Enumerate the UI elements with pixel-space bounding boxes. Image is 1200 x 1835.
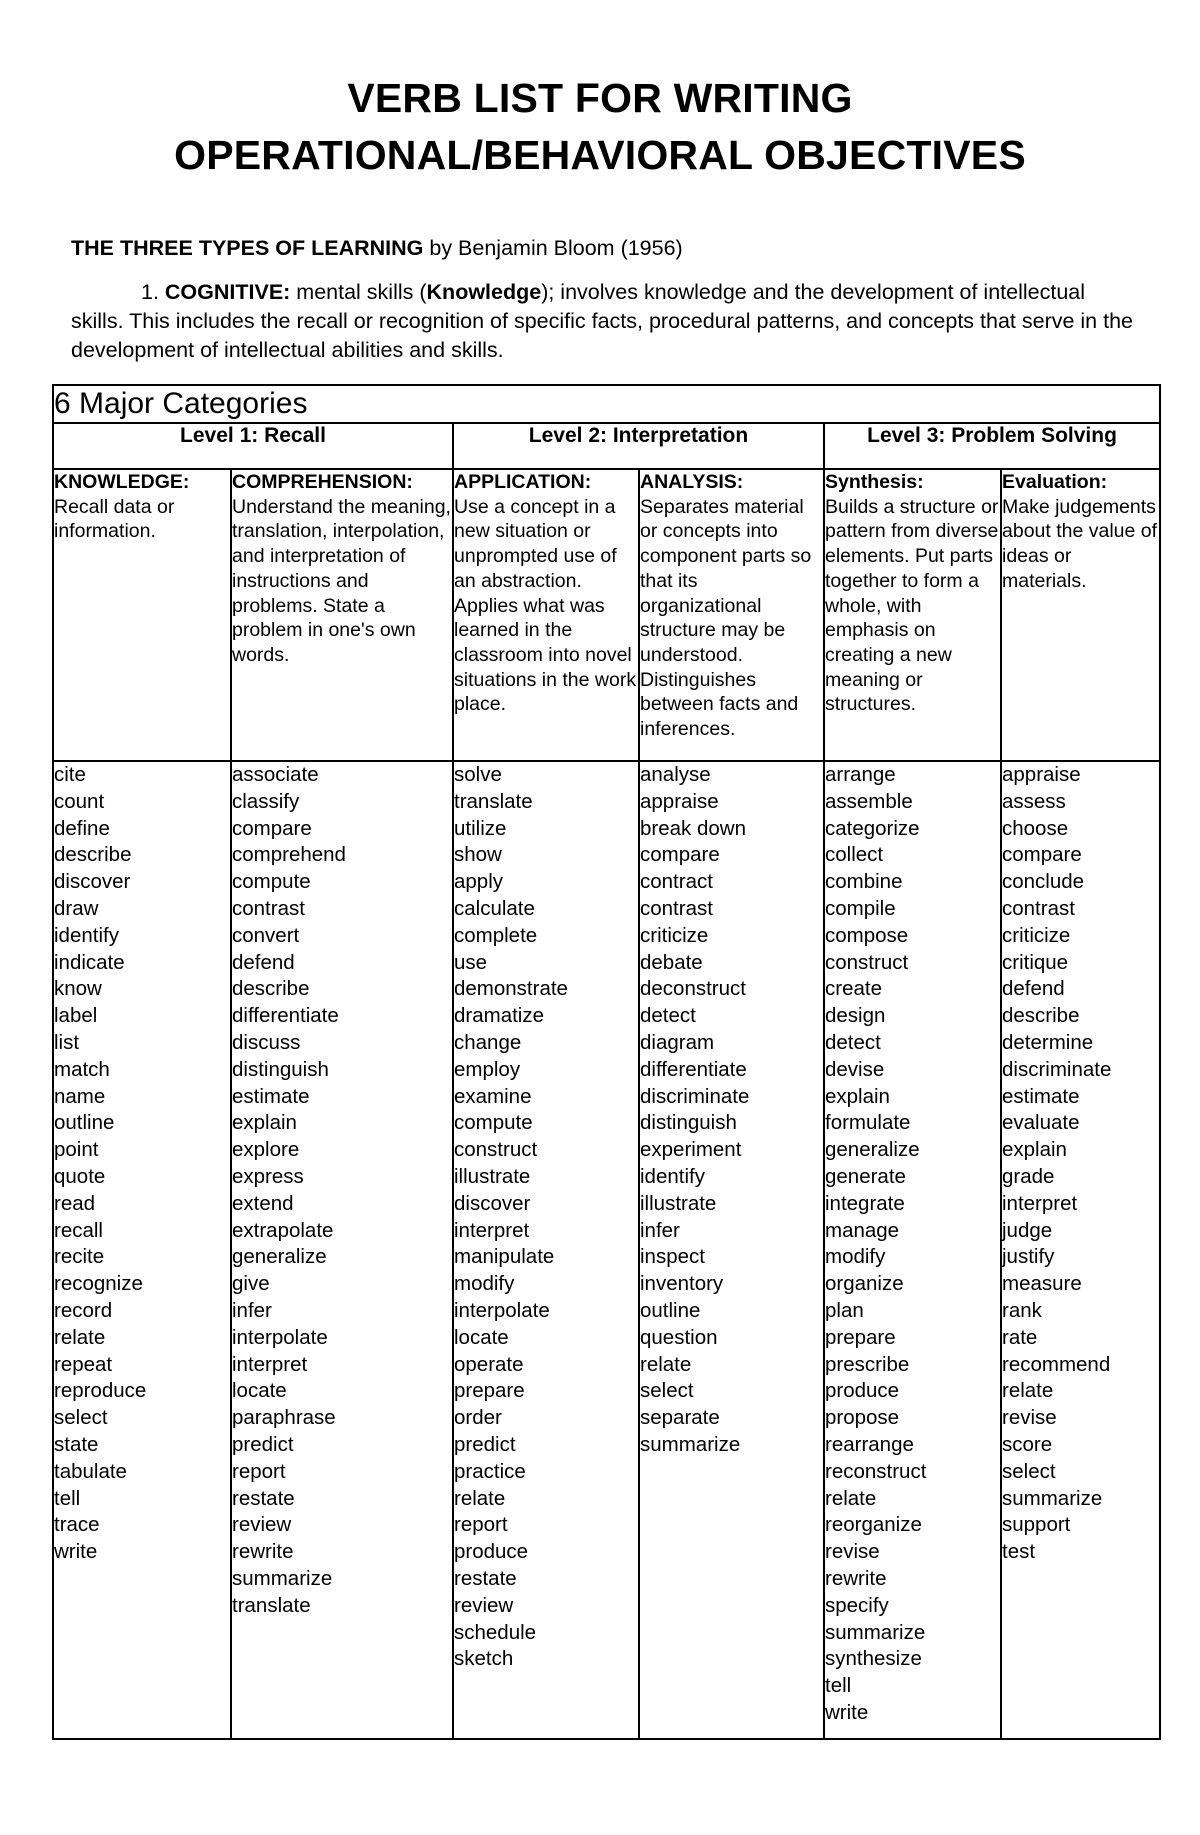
verb-item: conclude	[1002, 870, 1085, 894]
verb-item: identify	[640, 1164, 705, 1188]
category-description-cell	[453, 469, 639, 761]
category-name: ANALYSIS:	[640, 471, 744, 493]
verb-item: modify	[454, 1272, 515, 1296]
verb-item: rank	[1002, 1298, 1042, 1322]
verb-item: revise	[1002, 1406, 1057, 1430]
verb-item: compare	[1002, 843, 1082, 867]
verb-item: relate	[1002, 1379, 1054, 1403]
level-2-header: Level 2: Interpretation	[453, 423, 824, 469]
verb-item: manipulate	[454, 1245, 555, 1269]
verb-list	[825, 762, 1000, 1727]
verb-item: schedule	[454, 1620, 537, 1644]
verb-list	[454, 762, 638, 1673]
verb-item: cite	[54, 763, 86, 786]
verb-item: contract	[640, 870, 713, 894]
verb-item: create	[825, 977, 882, 1001]
verb-item: explain	[1002, 1138, 1067, 1162]
verb-item: classify	[232, 789, 300, 813]
verb-item: defend	[1002, 977, 1065, 1001]
title-line-1: VERB LIST FOR WRITING	[347, 75, 853, 121]
verb-item: read	[54, 1191, 96, 1215]
verb-item: calculate	[454, 896, 535, 920]
verb-item: summarize	[1002, 1486, 1103, 1510]
verb-item: compare	[640, 843, 720, 867]
verb-item: differentiate	[640, 1057, 747, 1081]
verb-item: measure	[1002, 1272, 1082, 1296]
verb-item: inspect	[640, 1245, 705, 1269]
verb-item: assess	[1002, 789, 1066, 813]
verb-item: relate	[825, 1486, 877, 1510]
verb-item: modify	[825, 1245, 886, 1269]
verb-item: predict	[454, 1432, 516, 1456]
category-name: COMPREHENSION:	[232, 471, 413, 493]
category-description: Builds a structure or pattern from diverse elements. Put parts together to form a whole, with emphasis on creating a new meaning or structures.	[825, 495, 999, 716]
verb-item: combine	[825, 870, 903, 894]
verb-item: distinguish	[232, 1057, 329, 1081]
verb-item: point	[54, 1138, 99, 1162]
verb-item: test	[1002, 1540, 1036, 1564]
verb-item: break down	[640, 816, 746, 840]
verb-list	[640, 762, 823, 1459]
cognitive-text-pre: mental skills (	[290, 280, 427, 304]
table-caption-row	[53, 385, 1160, 423]
verb-item: tell	[825, 1674, 852, 1698]
verb-item: recommend	[1002, 1352, 1111, 1376]
verb-item: translate	[454, 789, 533, 813]
category-description-cell	[53, 469, 231, 761]
verb-item: interpret	[232, 1352, 308, 1376]
verb-item: discover	[54, 870, 131, 894]
verb-item: design	[825, 1004, 886, 1028]
verb-item: give	[232, 1272, 270, 1296]
verb-item: support	[1002, 1513, 1071, 1537]
verb-item: infer	[232, 1298, 272, 1322]
verb-item: translate	[232, 1593, 311, 1617]
verb-item: organize	[825, 1272, 904, 1296]
page-title	[0, 70, 1200, 184]
verb-item: compile	[825, 896, 896, 920]
verb-item: formulate	[825, 1111, 911, 1135]
verb-item: indicate	[54, 950, 125, 974]
category-description-cell	[824, 469, 1001, 761]
verb-item: recite	[54, 1245, 105, 1269]
verb-item: generate	[825, 1164, 906, 1188]
verb-item: diagram	[640, 1030, 715, 1054]
verb-item: generalize	[232, 1245, 327, 1269]
verb-item: evaluate	[1002, 1111, 1080, 1135]
category-name: KNOWLEDGE:	[54, 471, 190, 493]
cognitive-label: COGNITIVE:	[164, 280, 291, 304]
verb-item: criticize	[640, 923, 709, 947]
verb-item: generalize	[825, 1138, 920, 1162]
verb-item: differentiate	[232, 1004, 339, 1028]
verb-item: rate	[1002, 1325, 1038, 1349]
verb-item: compute	[454, 1111, 533, 1135]
verb-item: determine	[1002, 1030, 1094, 1054]
verb-item: relate	[454, 1486, 506, 1510]
verb-item: reorganize	[825, 1513, 922, 1537]
verb-item: solve	[454, 763, 502, 786]
verb-item: appraise	[640, 789, 719, 813]
verb-item: justify	[1002, 1245, 1055, 1269]
verb-item: review	[454, 1593, 514, 1617]
verb-item: operate	[454, 1352, 524, 1376]
verb-item: arrange	[825, 763, 896, 786]
level-1-header: Level 1: Recall	[53, 423, 453, 469]
verb-item: demonstrate	[454, 977, 568, 1001]
category-description-cell	[231, 469, 453, 761]
verb-item: experiment	[640, 1138, 742, 1162]
verb-item: state	[54, 1432, 99, 1456]
verb-item: employ	[454, 1057, 521, 1081]
verb-item: draw	[54, 896, 99, 920]
verb-item: show	[454, 843, 502, 867]
verb-item: interpolate	[232, 1325, 328, 1349]
verb-item: relate	[640, 1352, 692, 1376]
verb-item: integrate	[825, 1191, 905, 1215]
verb-item: repeat	[54, 1352, 113, 1376]
verb-item: describe	[54, 843, 132, 867]
verb-item: apply	[454, 870, 504, 894]
verb-item: prescribe	[825, 1352, 910, 1376]
verb-item: grade	[1002, 1164, 1055, 1188]
verb-item: reconstruct	[825, 1459, 927, 1483]
learning-types-title: THE THREE TYPES OF LEARNING	[71, 236, 424, 260]
category-name: Synthesis:	[825, 471, 924, 493]
verb-item: practice	[454, 1459, 526, 1483]
category-name: Evaluation:	[1002, 471, 1108, 493]
verb-item: locate	[454, 1325, 509, 1349]
verb-item: specify	[825, 1593, 889, 1617]
verb-item: plan	[825, 1298, 864, 1322]
verb-item: devise	[825, 1057, 885, 1081]
verb-item: quote	[54, 1164, 106, 1188]
verb-item: produce	[454, 1540, 529, 1564]
verb-item: record	[54, 1298, 113, 1322]
verb-item: choose	[1002, 816, 1069, 840]
verb-item: restate	[232, 1486, 295, 1510]
verb-list	[1002, 762, 1159, 1566]
verb-item: synthesize	[825, 1647, 922, 1671]
learning-types-author: by Benjamin Bloom (1956)	[423, 236, 683, 260]
verb-item: discriminate	[1002, 1057, 1112, 1081]
verb-item: deconstruct	[640, 977, 746, 1001]
verb-item: inventory	[640, 1272, 724, 1296]
title-line-2: OPERATIONAL/BEHAVIORAL OBJECTIVES	[174, 132, 1026, 178]
category-verbs-cell	[453, 761, 639, 1739]
verb-item: extrapolate	[232, 1218, 334, 1242]
verb-item: discover	[454, 1191, 531, 1215]
verb-item: paraphrase	[232, 1406, 336, 1430]
verb-item: criticize	[1002, 923, 1071, 947]
verb-item: contrast	[232, 896, 305, 920]
verb-item: select	[1002, 1459, 1056, 1483]
table-caption: 6 Major Categories	[53, 385, 1160, 423]
verb-item: relate	[54, 1325, 106, 1349]
verb-item: select	[54, 1406, 108, 1430]
verb-item: change	[454, 1030, 522, 1054]
verb-item: tell	[54, 1486, 81, 1510]
description-row	[53, 469, 1160, 761]
verb-item: revise	[825, 1540, 880, 1564]
verb-item: outline	[640, 1298, 701, 1322]
verb-item: count	[54, 789, 105, 813]
verb-item: assemble	[825, 789, 913, 813]
verb-item: rewrite	[232, 1540, 294, 1564]
verbs-row	[53, 761, 1160, 1739]
verb-item: label	[54, 1004, 98, 1028]
level-3-header: Level 3: Problem Solving	[824, 423, 1160, 469]
verb-item: detect	[640, 1004, 696, 1028]
verb-item: tabulate	[54, 1459, 127, 1483]
verb-item: identify	[54, 923, 119, 947]
verb-item: list	[54, 1030, 80, 1054]
verb-item: comprehend	[232, 843, 346, 867]
category-verbs-cell	[639, 761, 824, 1739]
verb-item: extend	[232, 1191, 294, 1215]
category-description: Use a concept in a new situation or unprompted use of an abstraction. Applies what was learned in the classroom into novel situations in the work place.	[454, 495, 637, 716]
verb-item: name	[54, 1084, 106, 1108]
verb-item: review	[232, 1513, 292, 1537]
verb-item: utilize	[454, 816, 507, 840]
cognitive-text-post: ); involves knowledge and the development of intellectual skills. This includes the recall or recognition of specific facts, procedural patterns, and concepts that serve in the development of intellectual abilities and skills.	[71, 280, 1134, 362]
verb-item: discuss	[232, 1030, 301, 1054]
verb-item: complete	[454, 923, 538, 947]
verb-item: produce	[825, 1379, 900, 1403]
verb-item: explain	[232, 1111, 297, 1135]
verb-item: summarize	[825, 1620, 926, 1644]
verb-item: interpolate	[454, 1298, 550, 1322]
cognitive-knowledge: Knowledge	[426, 280, 542, 304]
verb-item: infer	[640, 1218, 680, 1242]
verb-item: contrast	[640, 896, 713, 920]
category-description: Separates material or concepts into component parts so that its organizational structure may be understood. Distinguishes between facts and inferences.	[640, 495, 812, 741]
verb-item: question	[640, 1325, 718, 1349]
verb-item: manage	[825, 1218, 900, 1242]
verb-item: detect	[825, 1030, 881, 1054]
verb-item: analyse	[640, 763, 711, 786]
verb-item: debate	[640, 950, 703, 974]
level-row	[53, 423, 1160, 469]
verb-item: score	[1002, 1432, 1053, 1456]
verb-item: defend	[232, 950, 295, 974]
learning-types-heading	[71, 234, 1141, 263]
verb-item: describe	[1002, 1004, 1080, 1028]
verb-item: write	[54, 1540, 98, 1564]
verb-item: interpret	[454, 1218, 530, 1242]
verb-item: outline	[54, 1111, 115, 1135]
verb-item: collect	[825, 843, 884, 867]
cognitive-paragraph	[71, 278, 1141, 365]
verb-item: illustrate	[454, 1164, 531, 1188]
verb-item: critique	[1002, 950, 1069, 974]
verb-item: convert	[232, 923, 300, 947]
verb-item: locate	[232, 1379, 287, 1403]
verb-item: describe	[232, 977, 310, 1001]
verb-item: compose	[825, 923, 909, 947]
verb-item: judge	[1002, 1218, 1053, 1242]
verb-item: separate	[640, 1406, 720, 1430]
category-description-cell	[639, 469, 824, 761]
verb-item: associate	[232, 763, 319, 786]
verb-item: report	[232, 1459, 286, 1483]
verb-item: categorize	[825, 816, 920, 840]
verb-list	[232, 762, 452, 1620]
verb-item: appraise	[1002, 763, 1081, 786]
verb-item: contrast	[1002, 896, 1075, 920]
verb-item: interpret	[1002, 1191, 1078, 1215]
verb-item: examine	[454, 1084, 532, 1108]
verb-item: sketch	[454, 1647, 514, 1671]
verb-item: report	[454, 1513, 508, 1537]
verb-item: estimate	[232, 1084, 310, 1108]
verb-item: dramatize	[454, 1004, 545, 1028]
verb-item: estimate	[1002, 1084, 1080, 1108]
category-verbs-cell	[824, 761, 1001, 1739]
verb-item: propose	[825, 1406, 900, 1430]
verb-item: prepare	[454, 1379, 525, 1403]
verb-item: compute	[232, 870, 311, 894]
verb-item: summarize	[640, 1432, 741, 1456]
verb-item: select	[640, 1379, 694, 1403]
category-verbs-cell	[231, 761, 453, 1739]
verb-item: prepare	[825, 1325, 896, 1349]
verb-item: rewrite	[825, 1566, 887, 1590]
intro-section	[71, 234, 1141, 365]
verb-item: know	[54, 977, 102, 1001]
category-verbs-cell	[53, 761, 231, 1739]
category-description-cell	[1001, 469, 1160, 761]
verb-item: use	[454, 950, 488, 974]
verb-item: illustrate	[640, 1191, 717, 1215]
verb-item: compare	[232, 816, 312, 840]
verb-item: define	[54, 816, 110, 840]
verb-item: write	[825, 1700, 869, 1724]
verb-table	[52, 384, 1161, 1740]
verb-item: order	[454, 1406, 502, 1430]
verb-item: explain	[825, 1084, 890, 1108]
verb-item: distinguish	[640, 1111, 737, 1135]
category-verbs-cell	[1001, 761, 1160, 1739]
verb-item: explore	[232, 1138, 300, 1162]
category-description: Understand the meaning, translation, interpolation, and interpretation of instructions and problems. State a problem in one's own words.	[232, 495, 451, 666]
verb-item: predict	[232, 1432, 294, 1456]
category-description: Recall data or information.	[54, 495, 175, 543]
verb-item: recall	[54, 1218, 103, 1242]
verb-item: discriminate	[640, 1084, 750, 1108]
verb-item: restate	[454, 1566, 517, 1590]
cognitive-number: 1.	[141, 280, 165, 304]
verb-item: reproduce	[54, 1379, 147, 1403]
verb-list	[54, 762, 230, 1566]
verb-item: rearrange	[825, 1432, 914, 1456]
verb-item: construct	[825, 950, 909, 974]
category-name: APPLICATION:	[454, 471, 592, 493]
verb-item: express	[232, 1164, 304, 1188]
category-description: Make judgements about the value of ideas or materials.	[1002, 495, 1158, 592]
verb-item: recognize	[54, 1272, 143, 1296]
verb-item: match	[54, 1057, 110, 1081]
verb-item: trace	[54, 1513, 100, 1537]
verb-item: summarize	[232, 1566, 333, 1590]
verb-item: construct	[454, 1138, 538, 1162]
